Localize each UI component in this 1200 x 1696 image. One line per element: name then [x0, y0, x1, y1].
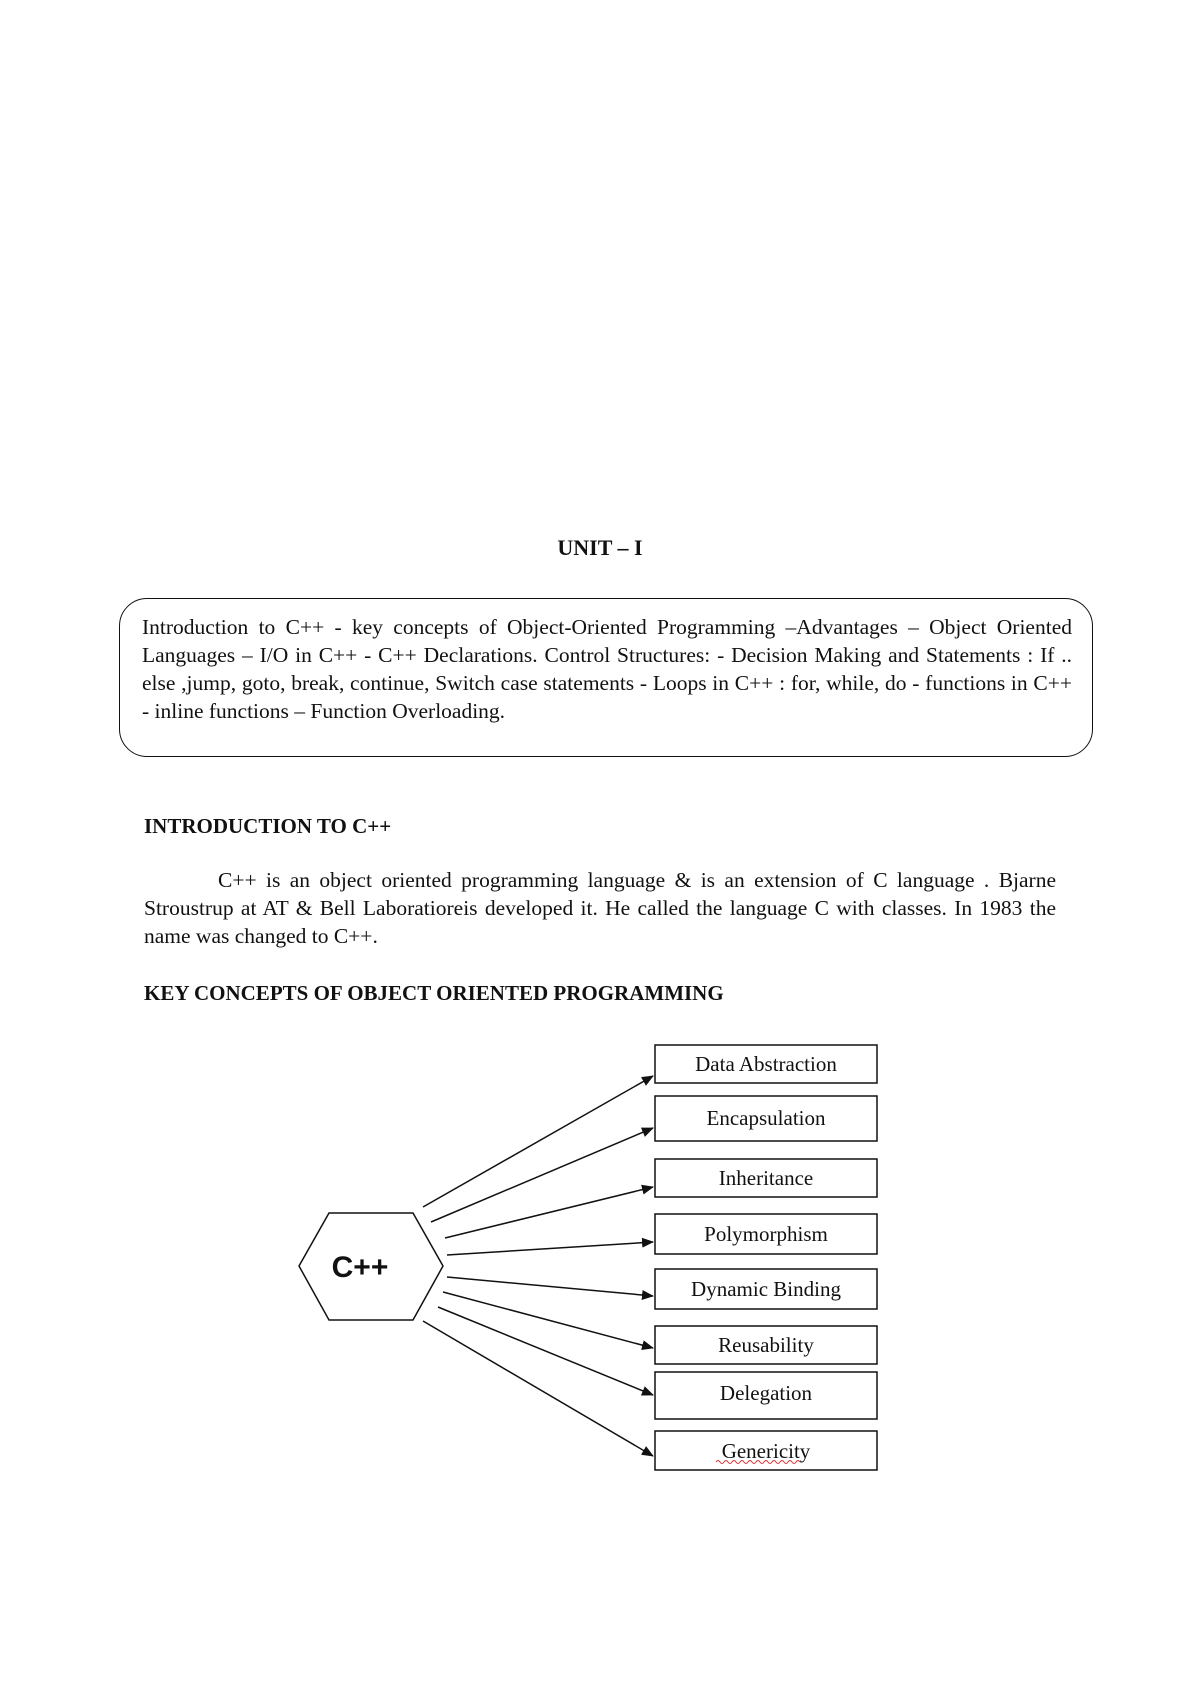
- arrow-encapsulation: [431, 1128, 653, 1222]
- concept-box: [655, 1096, 877, 1141]
- concept-box: [655, 1045, 877, 1083]
- concept-label: Delegation: [719, 1381, 813, 1405]
- center-label: C++: [331, 1251, 389, 1284]
- arrow-data-abstraction: [423, 1076, 653, 1207]
- arrow-dynamic-binding: [447, 1277, 653, 1296]
- arrow-delegation: [438, 1307, 653, 1395]
- key-concepts-heading: KEY CONCEPTS OF OBJECT ORIENTED PROGRAMMING: [144, 981, 724, 1005]
- intro-heading: INTRODUCTION TO C++: [144, 814, 392, 838]
- arrow-polymorphism: [447, 1242, 653, 1255]
- concept-box: [655, 1214, 877, 1254]
- arrow-reusability: [443, 1292, 653, 1348]
- concept-label: Data Abstraction: [695, 1052, 837, 1076]
- arrow-genericity: [423, 1321, 653, 1456]
- concept-box: [655, 1326, 877, 1364]
- concept-box: [655, 1159, 877, 1197]
- concept-label: Dynamic Binding: [691, 1277, 841, 1301]
- concept-box: [655, 1372, 877, 1419]
- unit-title: UNIT – I: [557, 535, 643, 560]
- arrow-group: [423, 1076, 653, 1456]
- concept-label: Polymorphism: [704, 1222, 828, 1246]
- concept-label: Encapsulation: [706, 1106, 826, 1130]
- concept-box: [655, 1431, 877, 1470]
- syllabus-text: Introduction to C++ - key concepts of Object-Oriented Programming –Advantages – Object Oriented Languages – I/O in C++ - C++ Declarations. Control Structures: - Decision Making and Statements : If .. else ,jump, goto, break, continue, Switch case statements - Loops in C++ : for, while, do - functions in C++ - inline functions – Function Overloading.: [142, 615, 1072, 723]
- arrow-inheritance: [445, 1187, 653, 1238]
- concept-box: [655, 1269, 877, 1309]
- intro-paragraph: C++ is an object oriented programming language & is an extension of C language . Bjarne Stroustrup at AT & Bell Laboratioreis developed it. He called the language C with classes. In 1983 the name was changed to C++.: [144, 868, 1056, 948]
- concept-label: Genericity: [721, 1439, 811, 1463]
- concept-label: Inheritance: [718, 1166, 814, 1190]
- concept-label: Reusability: [718, 1333, 814, 1357]
